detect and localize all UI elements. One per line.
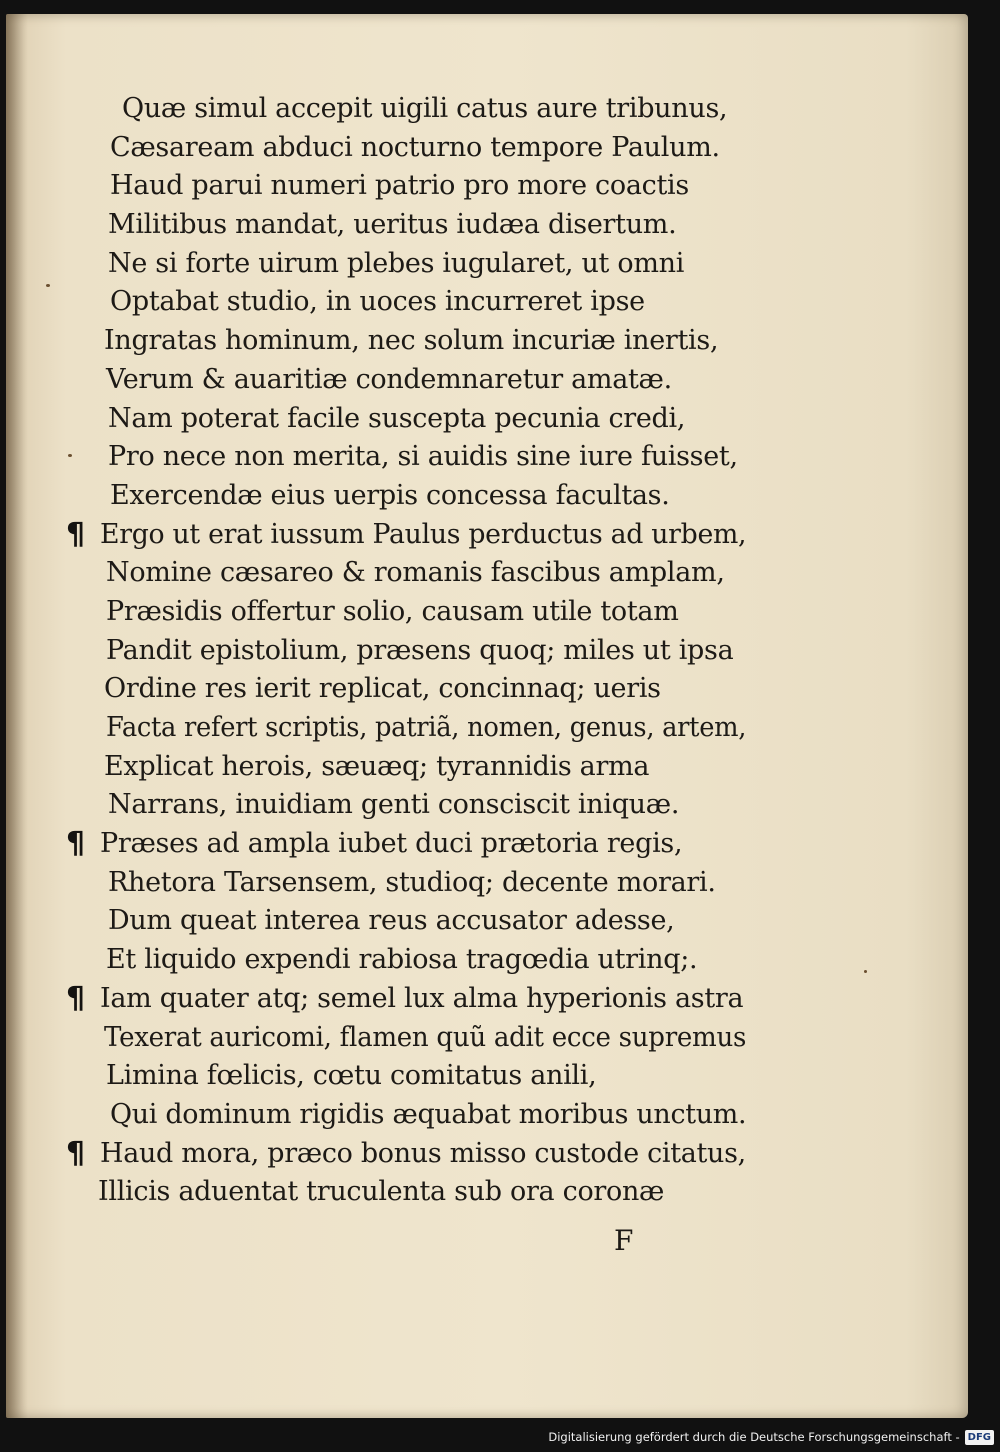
verse-line (56, 206, 756, 245)
verse-line-text: Qui dominum rigidis æquabat moribus unctum. (110, 1098, 747, 1130)
verse-line (56, 1019, 756, 1058)
book-page (6, 14, 968, 1418)
verse-line (56, 864, 756, 903)
verse-line-text: Narrans, inuidiam genti consciscit iniquæ. (108, 789, 680, 821)
verse-line-text: Quæ simul accepit uigili catus aure tribunus, (122, 93, 728, 124)
verse-line-text: Verum & auaritiæ condemnaretur amatæ. (106, 363, 672, 395)
verse-line-text: Cæsaream abduci nocturno tempore Paulum. (110, 131, 720, 163)
verse-line-text: Ingratas hominum, nec solum incuriæ inertis, (104, 325, 719, 357)
gutter-shadow (6, 14, 28, 1418)
paragraph-mark: ¶ (66, 516, 85, 552)
verse-line (56, 902, 756, 941)
funding-credit: Digitalisierung gefördert durch die Deutsche Forschungsgemeinschaft - (548, 1430, 960, 1444)
verse-line (56, 129, 756, 168)
verse-line (56, 90, 756, 129)
verse-line (56, 593, 756, 632)
verse-line-text: Limina fœlicis, cœtu comitatus anili, (106, 1060, 597, 1092)
verse-line (56, 748, 756, 787)
verse-line (56, 709, 756, 748)
verse-line (56, 283, 756, 322)
verse-line (56, 245, 756, 284)
verse-line-text: Explicat herois, sæuæq; tyrannidis arma (104, 750, 650, 782)
verse-line-text: Dum queat interea reus accusator adesse, (108, 905, 675, 937)
verse-line (56, 941, 756, 980)
ink-speck (46, 284, 50, 287)
verse-line-text: Rhetora Tarsensem, studioq; decente morari. (108, 866, 716, 898)
verse-line-text: Nomine cæsareo & romanis fascibus amplam, (106, 557, 725, 589)
verse-line-text: Illicis aduentat truculenta sub ora coronæ (98, 1176, 665, 1208)
verse-line (56, 1135, 756, 1174)
verse-line-text: Nam poterat facile suscepta pecunia credi, (108, 402, 686, 434)
digitization-footer (548, 1428, 994, 1446)
dfg-logo: DFG (965, 1430, 994, 1445)
verse-line-text: Optabat studio, in uoces incurreret ipse (110, 286, 645, 318)
verse-line-text: Haud parui numeri patrio pro more coactis (110, 170, 689, 202)
verse-line (56, 825, 756, 864)
paragraph-mark: ¶ (66, 1135, 85, 1171)
verse-line-text: Pandit epistolium, præsens quoq; miles ut ipsa (106, 634, 734, 666)
verse-line (56, 554, 756, 593)
verse-line (56, 786, 756, 825)
verse-line (56, 1096, 756, 1135)
verse-line (56, 632, 756, 671)
verse-line-text: Præses ad ampla iubet duci prætoria regis, (100, 828, 683, 860)
verse-line (56, 167, 756, 206)
verse-line-text: Ordine res ierit replicat, concinnaq; ueris (104, 673, 661, 705)
verse-line-text: Militibus mandat, ueritus iudæa disertum. (108, 209, 677, 241)
verse-line-text: Facta refert scriptis, patriã, nomen, genus, artem, (106, 712, 747, 743)
verse-text-block (56, 90, 756, 1212)
verse-line-text: Haud mora, præco bonus misso custode citatus, (100, 1137, 746, 1169)
verse-line-text: Ergo ut erat iussum Paulus perductus ad urbem, (100, 518, 747, 550)
verse-line-text: Ne si forte uirum plebes iugularet, ut omni (108, 247, 685, 279)
verse-line-text: Et liquido expendi rabiosa tragœdia utrinq;. (106, 944, 698, 976)
verse-line (56, 477, 756, 516)
verse-line (56, 1173, 756, 1212)
ink-speck (68, 454, 72, 457)
ink-speck (864, 970, 867, 973)
verse-line-text: Pro nece non merita, si auidis sine iure fuisset, (108, 441, 738, 473)
verse-line (56, 516, 756, 555)
verse-line (56, 438, 756, 477)
verse-line (56, 400, 756, 439)
signature-mark: F (614, 1224, 634, 1257)
verse-line (56, 361, 756, 400)
paragraph-mark: ¶ (66, 826, 85, 862)
paragraph-mark: ¶ (66, 980, 85, 1016)
verse-line-text: Præsidis offertur solio, causam utile totam (106, 595, 679, 627)
verse-line (56, 670, 756, 709)
verse-line (56, 1057, 756, 1096)
verse-line (56, 980, 756, 1019)
verse-line-text: Iam quater atq; semel lux alma hyperionis astra (100, 982, 744, 1014)
verse-line-text: Texerat auricomi, flamen quũ adit ecce supremus (104, 1021, 747, 1053)
verse-line-text: Exercendæ eius uerpis concessa facultas. (110, 479, 670, 511)
verse-line (56, 322, 756, 361)
